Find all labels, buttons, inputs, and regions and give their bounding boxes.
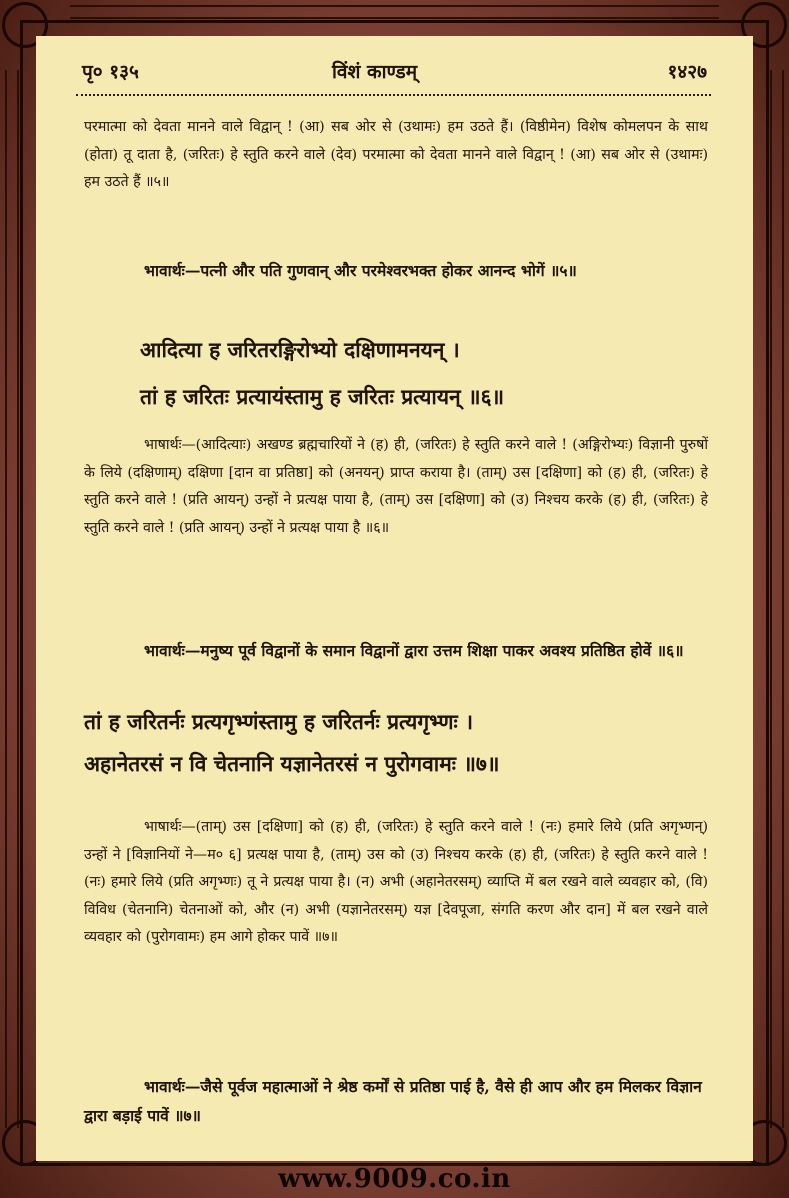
translation-paragraph-6: भाषार्थः—(आदित्याः) अखण्ड ब्रह्मचारियों ने (ह) ही, (जरितः) हे स्तुति करने वाले ! (अङ्गिरोभ्यः) विज्ञानी पुरुषों के लिये (दक्षिणाम्) दक्षिणा [दान वा प्रतिष्ठा] को (अनयन्) प्राप्त कराया है। (ताम्) उस [दक्षिणा] को (ह) ही, (जरितः) हे स्तुति करने वाले ! (प्रति आयन्) उन्हों ने प्रत्यक्ष पाया है, (ताम्) उस [दक्षिणा] को (उ) निश्चय करके (ह) ही, (जरितः) हे स्तुति करने वाले ! (प्रति आयन्) उन्हों ने प्रत्यक्ष पाया है ॥६॥ — [84, 437, 708, 536]
website-url: www.9009.co.in — [278, 1164, 511, 1194]
page-header — [82, 58, 707, 84]
frame-scroll-left — [5, 70, 19, 1128]
verse-6-line-1: आदित्या ह जरितरङ्गिरोभ्यो दक्षिणामनयन् । — [140, 337, 460, 362]
bhavartha-5: भावार्थः—पत्नी और पति गुणवान् और परमेश्वरभक्त होकर आनन्द भोगें ॥५॥ — [144, 261, 577, 280]
page-number-right: १४२७ — [667, 61, 707, 83]
chapter-title: विंशं काण्डम् — [332, 61, 418, 83]
bhavartha-7: भावार्थः—जैसे पूर्वज महात्माओं ने श्रेष्ठ कर्मों से प्रतिष्ठा पाई है, वैसे ही आप और हम मिलकर विज्ञान द्वारा बड़ाई पावें ॥७॥ — [84, 1077, 702, 1125]
verse-6-line-2: तां ह जरितः प्रत्यायंस्तामु ह जरितः प्रत्यायन् ॥६॥ — [140, 384, 505, 409]
frame-scroll-right — [770, 70, 784, 1128]
header-rule — [76, 94, 711, 96]
frame-scroll-top — [70, 5, 719, 19]
scanned-page — [36, 36, 753, 1161]
verse-7-line-2: अहानेतरसं न वि चेतनानि यज्ञानेतरसं न पुरोगवामः ॥७॥ — [84, 751, 500, 776]
translation-paragraph-7: भाषार्थः—(ताम्) उस [दक्षिणा] को (ह) ही, (जरितः) हे स्तुति करने वाले ! (नः) हमारे लिये (प्रति अगृभ्णन्) उन्हों ने [विज्ञानियों ने—म० ६] प्रत्यक्ष पाया है, (ताम्) उस को (उ) निश्चय करके (ह) ही, (जरितः) हे स्तुति करने वाले ! (नः) हमारे लिये (प्रति अगृभ्णः) तू ने प्रत्यक्ष पाया है। (न) अभी (अहानेतरसम्) व्याप्ति में बल रखने वाले व्यवहार को, (वि) विविध (चेतनानि) चेतनाओं को, और (न) अभी (यज्ञानेतरसम्) यज्ञ [देवपूजा, संगति करण और दान] में बल रखने वाले व्यवहार को (पुरोगवामः) हम आगे होकर पावें ॥७॥ — [84, 819, 708, 945]
verse-7-line-1: तां ह जरितर्नः प्रत्यगृभ्णंस्तामु ह जरितर्नः प्रत्यगृभ्णः । — [84, 709, 474, 734]
bhavartha-6: भावार्थः—मनुष्य पूर्व विद्वानों के समान विद्वानों द्वारा उत्तम शिक्षा पाकर अवश्य प्रतिष्ठित होवें ॥६॥ — [144, 641, 684, 660]
translation-paragraph-5: परमात्मा को देवता मानने वाले विद्वान् ! (आ) सब ओर से (उथामः) हम उठते हैं। (विष्ठीमेन) विशेष कोमलपन के साथ (होता) तू दाता है, (जरितः) हे स्तुति करने वाले (देव) परमात्मा को देवता मानने वाले विद्वान् ! (आ) सब ओर से (उथामः) हम उठते हैं ॥५॥ — [84, 119, 708, 190]
page-number: पृ० १३५ — [82, 61, 139, 83]
